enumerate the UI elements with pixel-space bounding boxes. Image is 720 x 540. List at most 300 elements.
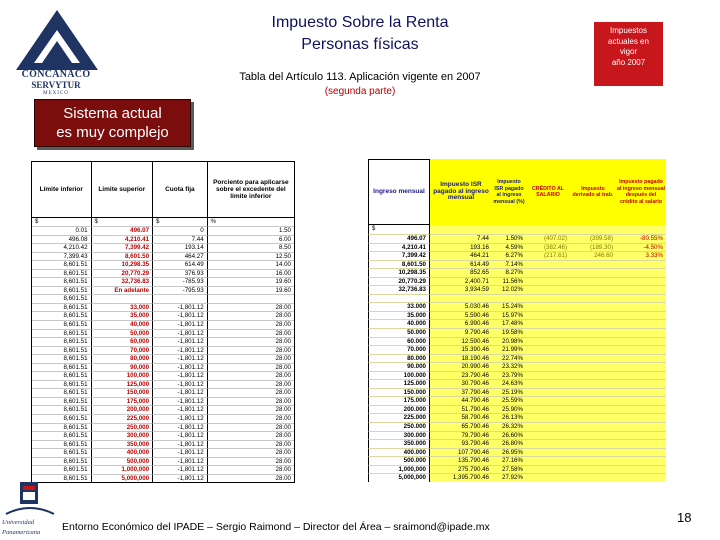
table-cell: 6.27% xyxy=(492,251,526,260)
table-cell: 8,601.51 xyxy=(32,457,92,466)
table-cell: 8,601.51 xyxy=(32,337,92,346)
unit-cell: $ xyxy=(153,218,208,226)
table-cell: 21.99% xyxy=(492,345,526,354)
table-cell: 8,601.51 xyxy=(32,405,92,414)
table-row xyxy=(368,354,666,363)
table-cell: 80.000 xyxy=(368,354,430,363)
table-cell: 7,399.42 xyxy=(92,243,154,252)
table-cell: 8,601.51 xyxy=(32,388,92,397)
table-row xyxy=(368,302,666,311)
table-cell xyxy=(526,319,570,328)
table-cell: 4,210.42 xyxy=(32,243,92,252)
table-row xyxy=(368,311,666,320)
table-cell: 250,000 xyxy=(92,423,154,432)
table-cell: 8,601.51 xyxy=(32,329,92,338)
table-cell xyxy=(616,337,666,346)
table-cell: 26.95% xyxy=(492,448,526,457)
table-cell: 28.00 xyxy=(208,414,294,423)
table-cell: 5.590.46 xyxy=(430,311,492,320)
badge-line3: vigor xyxy=(619,47,638,56)
table-cell: 193.14 xyxy=(153,243,208,252)
table-cell: 28.00 xyxy=(208,346,294,355)
table-row xyxy=(32,371,294,380)
table-cell xyxy=(570,396,616,405)
table-cell: 7.14% xyxy=(492,260,526,269)
table-cell: 300,000 xyxy=(92,431,154,440)
table-cell: 37.790.46 xyxy=(430,388,492,397)
table-row xyxy=(32,260,294,269)
table-row xyxy=(32,423,294,432)
table-cell: 90.000 xyxy=(368,362,430,371)
table-row xyxy=(32,397,294,406)
table-cell: 5.030.46 xyxy=(430,302,492,311)
table-cell: 25.59% xyxy=(492,396,526,405)
table-cell: 19.60 xyxy=(208,277,294,286)
table-cell xyxy=(526,371,570,380)
table-cell xyxy=(526,422,570,431)
table-cell xyxy=(570,337,616,346)
table-cell: 70,000 xyxy=(92,346,154,355)
table-cell: -1,801.12 xyxy=(153,440,208,449)
table-cell xyxy=(616,285,666,294)
table-cell: 15.97% xyxy=(492,311,526,320)
table-cell xyxy=(616,439,666,448)
table-row xyxy=(368,294,666,303)
table-row xyxy=(32,440,294,449)
table-cell: 12.02% xyxy=(492,285,526,294)
logo-line1: CONCANACO xyxy=(21,69,91,80)
table-cell: 28.00 xyxy=(208,474,294,483)
table-cell: 246.60 xyxy=(570,251,616,260)
table-cell: 8,601.51 xyxy=(32,260,92,269)
table-cell: 11.56% xyxy=(492,277,526,286)
table-cell xyxy=(430,294,492,303)
university-name-line1: Universidad xyxy=(2,519,35,526)
table-cell xyxy=(616,431,666,440)
table-cell: 27.92% xyxy=(492,473,526,482)
table-row xyxy=(368,337,666,346)
table-cell: 19.60 xyxy=(208,286,294,295)
table-cell xyxy=(526,268,570,277)
table-cell: 496.07 xyxy=(92,226,154,235)
table-cell: 28.00 xyxy=(208,388,294,397)
table-row xyxy=(368,243,666,252)
table-cell: (399.58) xyxy=(570,234,616,243)
unit-cell: $ xyxy=(368,225,430,234)
table-cell xyxy=(570,362,616,371)
table-cell: 22.74% xyxy=(492,354,526,363)
table-cell: 26.60% xyxy=(492,431,526,440)
table-cell xyxy=(526,260,570,269)
table-cell: 500.000 xyxy=(368,456,430,465)
table-cell: -1,801.12 xyxy=(153,397,208,406)
table-cell: 7,399.42 xyxy=(368,251,430,260)
table-row xyxy=(368,285,666,294)
table-cell: -4.50% xyxy=(616,243,666,252)
table-cell: 8,601.51 xyxy=(32,397,92,406)
table-cell: 28.00 xyxy=(208,371,294,380)
table-cell: 15.390.46 xyxy=(430,345,492,354)
table-cell xyxy=(208,294,294,303)
table-cell xyxy=(616,268,666,277)
table-cell xyxy=(616,362,666,371)
table-cell xyxy=(526,302,570,311)
table-cell: -1,801.12 xyxy=(153,474,208,483)
table-cell: 135.790.46 xyxy=(430,456,492,465)
table-cell: (382.46) xyxy=(526,243,570,252)
page-number: 18 xyxy=(677,510,692,525)
table-cell: 1,395.790.46 xyxy=(430,473,492,482)
table-row xyxy=(32,277,294,286)
table-cell: 1.50% xyxy=(492,234,526,243)
tax-calculation-header xyxy=(368,159,666,225)
table-cell xyxy=(616,473,666,482)
table-cell: 1,000,000 xyxy=(92,465,154,474)
university-seal-icon xyxy=(2,480,58,516)
table-cell: 79.790.46 xyxy=(430,431,492,440)
table-cell: 150,000 xyxy=(92,388,154,397)
table-cell xyxy=(492,294,526,303)
table-cell: -1,801.12 xyxy=(153,363,208,372)
unit-cell: $ xyxy=(92,218,154,226)
table-cell: 8,601.51 xyxy=(32,448,92,457)
table-cell xyxy=(368,294,430,303)
table-cell: 100.000 xyxy=(368,371,430,380)
table-cell: 8,601.51 xyxy=(32,431,92,440)
table-cell: 8,601.51 xyxy=(32,371,92,380)
table-cell: 25.19% xyxy=(492,388,526,397)
header-percentage: Porciento para aplicarse sobre el excedente del límite inferior xyxy=(213,179,289,200)
table-cell xyxy=(616,345,666,354)
table-row xyxy=(368,396,666,405)
table-cell: 7.44 xyxy=(430,234,492,243)
table-cell: 8,601.51 xyxy=(32,294,92,303)
table-cell: 44.790.46 xyxy=(430,396,492,405)
table-cell: 70.000 xyxy=(368,345,430,354)
table-cell xyxy=(526,456,570,465)
table-cell xyxy=(570,285,616,294)
table-cell: 250.000 xyxy=(368,422,430,431)
table-cell: 5,000,000 xyxy=(368,473,430,482)
complexity-callout xyxy=(34,99,191,147)
header-derived-tax: Impuesto derivado al trab. xyxy=(570,159,616,225)
table-cell xyxy=(526,277,570,286)
callout-line1: Sistema actual xyxy=(63,105,162,122)
table-cell: 93.790.46 xyxy=(430,439,492,448)
table-cell: -1,801.12 xyxy=(153,329,208,338)
table-cell: 26.80% xyxy=(492,439,526,448)
table-cell: 20.990.46 xyxy=(430,362,492,371)
header-salary-credit: CRÉDITO AL SALARIO xyxy=(526,159,570,225)
table-cell: 175,000 xyxy=(92,397,154,406)
table-cell: -1,801.12 xyxy=(153,303,208,312)
table-cell: 27.58% xyxy=(492,465,526,474)
table-cell: 496.08 xyxy=(32,235,92,244)
tax-calculation-body xyxy=(368,234,666,482)
table-cell: 275.790.46 xyxy=(430,465,492,474)
table-cell xyxy=(570,302,616,311)
table-cell: 496.07 xyxy=(368,234,430,243)
table-cell: 8,601.50 xyxy=(368,260,430,269)
table-cell: 12.50 xyxy=(208,252,294,261)
table-cell: 24.63% xyxy=(492,379,526,388)
table-cell: -1,801.12 xyxy=(153,346,208,355)
table-cell: 28.00 xyxy=(208,337,294,346)
table-cell: 20.98% xyxy=(492,337,526,346)
table-row xyxy=(32,303,294,312)
table-cell xyxy=(616,354,666,363)
table-cell: 60,000 xyxy=(92,337,154,346)
table-cell: 4.59% xyxy=(492,243,526,252)
logo-line2: SERVYTUR xyxy=(31,80,81,90)
header-tax-after-credit: Impuesto pagado al ingreso mensual después del crédito al salario xyxy=(616,159,666,225)
table-cell xyxy=(526,405,570,414)
table-cell: 14.00 xyxy=(208,260,294,269)
table-cell: 8,601.51 xyxy=(32,354,92,363)
table-row xyxy=(368,371,666,380)
unit-cell: % xyxy=(210,219,217,225)
table-cell: 33.000 xyxy=(368,302,430,311)
table-cell xyxy=(570,388,616,397)
tax-rate-table-body xyxy=(31,226,295,483)
table-cell: 19.58% xyxy=(492,328,526,337)
page-title-line2: Personas físicas xyxy=(301,36,419,53)
table-cell xyxy=(526,388,570,397)
table-cell: 8,601.51 xyxy=(32,440,92,449)
table-cell xyxy=(616,371,666,380)
table-cell: 80,000 xyxy=(92,354,154,363)
table-row xyxy=(32,405,294,414)
table-row xyxy=(32,388,294,397)
table-cell xyxy=(526,431,570,440)
table-cell: 28.00 xyxy=(208,303,294,312)
table-cell xyxy=(526,362,570,371)
table-cell xyxy=(570,354,616,363)
table-cell: 26.13% xyxy=(492,413,526,422)
callout-line2: es muy complejo xyxy=(56,124,169,141)
table-cell: -1,801.12 xyxy=(153,405,208,414)
table-row xyxy=(32,363,294,372)
table-cell: (217.61) xyxy=(526,251,570,260)
table-cell: 35,000 xyxy=(92,311,154,320)
table-cell: 16.00 xyxy=(208,269,294,278)
table-cell: 28.00 xyxy=(208,431,294,440)
table-cell xyxy=(526,354,570,363)
table-cell xyxy=(570,260,616,269)
table-cell xyxy=(526,294,570,303)
table-cell: 0 xyxy=(153,226,208,235)
tax-calculation-table xyxy=(368,159,666,482)
table-cell: 225,000 xyxy=(92,414,154,423)
table-cell: 6.00 xyxy=(208,235,294,244)
table-cell xyxy=(526,396,570,405)
table-cell: 4,210.41 xyxy=(92,235,154,244)
table-cell: 65.790.46 xyxy=(430,422,492,431)
table-cell xyxy=(616,396,666,405)
table-cell: -1,801.12 xyxy=(153,380,208,389)
table-row xyxy=(32,431,294,440)
table-cell: 40.000 xyxy=(368,319,430,328)
table-cell: -1,801.12 xyxy=(153,431,208,440)
table-cell xyxy=(526,465,570,474)
table-cell xyxy=(570,328,616,337)
table-cell: 1.50 xyxy=(208,226,294,235)
table-cell xyxy=(570,345,616,354)
table-cell: 200,000 xyxy=(92,405,154,414)
table-cell: 12.590.46 xyxy=(430,337,492,346)
table-cell: 10,298.35 xyxy=(92,260,154,269)
table-cell: 614.49 xyxy=(430,260,492,269)
table-cell: 33,000 xyxy=(92,303,154,312)
table-cell xyxy=(570,413,616,422)
table-cell: 852.65 xyxy=(430,268,492,277)
table-cell: 175.000 xyxy=(368,396,430,405)
table-cell: 376.93 xyxy=(153,269,208,278)
table-cell: 8,601.51 xyxy=(32,346,92,355)
table-subtitle: Tabla del Artículo 113. Aplicación vigente en 2007 xyxy=(239,71,481,83)
table-subtitle-part: (segunda parte) xyxy=(324,86,396,97)
table-row xyxy=(368,277,666,286)
table-cell: 35.000 xyxy=(368,311,430,320)
badge-line2: actuales en xyxy=(608,36,649,46)
table-cell xyxy=(526,285,570,294)
table-row xyxy=(368,328,666,337)
table-row xyxy=(32,465,294,474)
table-cell xyxy=(570,319,616,328)
table-cell: 28.00 xyxy=(208,448,294,457)
header-upper-limit: Límite superior xyxy=(92,162,154,217)
table-cell: 125.000 xyxy=(368,379,430,388)
table-cell: -1,801.12 xyxy=(153,311,208,320)
table-cell xyxy=(526,448,570,457)
table-cell xyxy=(526,311,570,320)
university-name-line2: Panamericana xyxy=(2,529,41,536)
table-cell: -1,801.12 xyxy=(153,320,208,329)
table-row xyxy=(32,243,294,252)
table-cell xyxy=(570,473,616,482)
table-cell: 28.00 xyxy=(208,405,294,414)
table-row xyxy=(32,457,294,466)
table-row xyxy=(32,414,294,423)
table-cell: 7,399.43 xyxy=(32,252,92,261)
header-isr-percent: Impuesto ISR pagado al ingreso mensual (%) xyxy=(492,159,526,225)
current-taxes-badge xyxy=(594,22,663,86)
table-cell: 28.00 xyxy=(208,363,294,372)
badge-line4: año 2007 xyxy=(611,57,646,67)
table-cell: 8,601.51 xyxy=(32,277,92,286)
table-row xyxy=(32,226,294,235)
table-cell: 23.32% xyxy=(492,362,526,371)
table-cell xyxy=(570,465,616,474)
table-row xyxy=(32,337,294,346)
table-cell: 8,601.51 xyxy=(32,363,92,372)
table-cell xyxy=(526,439,570,448)
table-cell: 8,601.51 xyxy=(32,380,92,389)
table-row xyxy=(368,456,666,465)
table-cell xyxy=(526,328,570,337)
table-cell xyxy=(616,319,666,328)
tax-rate-table xyxy=(31,161,295,483)
table-row xyxy=(368,448,666,457)
table-cell: 28.00 xyxy=(208,457,294,466)
table-cell: 2,400.71 xyxy=(430,277,492,286)
table-cell: En adelante xyxy=(92,286,154,295)
table-cell: 27.16% xyxy=(492,456,526,465)
table-cell: 18.190.46 xyxy=(430,354,492,363)
badge-line1: Impuestos xyxy=(610,26,647,35)
table-cell: 60.000 xyxy=(368,337,430,346)
table-cell xyxy=(526,345,570,354)
table-cell: 20,770.29 xyxy=(92,269,154,278)
table-row xyxy=(32,235,294,244)
table-cell: -80.55% xyxy=(616,234,666,243)
table-cell xyxy=(616,302,666,311)
table-row xyxy=(368,251,666,260)
table-cell: (407.02) xyxy=(526,234,570,243)
table-row xyxy=(32,252,294,261)
table-row xyxy=(368,473,666,482)
table-cell: 4,210.41 xyxy=(368,243,430,252)
table-cell xyxy=(616,311,666,320)
concanaco-logo xyxy=(14,8,100,74)
header-fixed-fee: Cuota fija xyxy=(153,162,208,217)
table-cell: 28.00 xyxy=(208,329,294,338)
table-cell: 28.00 xyxy=(208,354,294,363)
table-row xyxy=(368,362,666,371)
table-cell xyxy=(570,448,616,457)
table-cell: 58.790.46 xyxy=(430,413,492,422)
table-cell: 17.48% xyxy=(492,319,526,328)
tax-rate-table-header xyxy=(31,161,295,217)
table-cell: 8.27% xyxy=(492,268,526,277)
table-cell: -1,801.12 xyxy=(153,337,208,346)
table-row xyxy=(32,354,294,363)
table-cell xyxy=(570,456,616,465)
table-cell: 20,770.29 xyxy=(368,277,430,286)
table-cell: 28.00 xyxy=(208,380,294,389)
table-cell: 8,601.51 xyxy=(32,303,92,312)
table-cell: 464.27 xyxy=(153,252,208,261)
tax-rate-table-units xyxy=(31,217,295,226)
table-cell: 26.32% xyxy=(492,422,526,431)
footer-credit: Entorno Económico del IPADE – Sergio Raimond – Director del Área – sraimond@ipade.mx xyxy=(62,521,490,533)
table-cell xyxy=(570,371,616,380)
table-cell: 30.790.46 xyxy=(430,379,492,388)
table-cell: 3,934.59 xyxy=(430,285,492,294)
table-cell: 28.00 xyxy=(208,440,294,449)
table-row xyxy=(32,269,294,278)
table-cell: 32,736.83 xyxy=(368,285,430,294)
table-row xyxy=(368,388,666,397)
table-cell: 500,000 xyxy=(92,457,154,466)
table-cell: -1,801.12 xyxy=(153,371,208,380)
table-cell: 400.000 xyxy=(368,448,430,457)
table-cell: 6.990.46 xyxy=(430,319,492,328)
table-cell: 0.01 xyxy=(32,226,92,235)
table-cell xyxy=(526,473,570,482)
table-cell: 107.790.46 xyxy=(430,448,492,457)
table-row xyxy=(368,439,666,448)
table-cell: 5,000,000 xyxy=(92,474,154,483)
table-cell xyxy=(616,405,666,414)
table-cell xyxy=(616,388,666,397)
table-row xyxy=(32,320,294,329)
table-cell: 200.000 xyxy=(368,405,430,414)
table-cell: 8,601.50 xyxy=(92,252,154,261)
table-row xyxy=(368,379,666,388)
table-row xyxy=(32,286,294,295)
tax-calculation-unit-row xyxy=(368,225,666,234)
